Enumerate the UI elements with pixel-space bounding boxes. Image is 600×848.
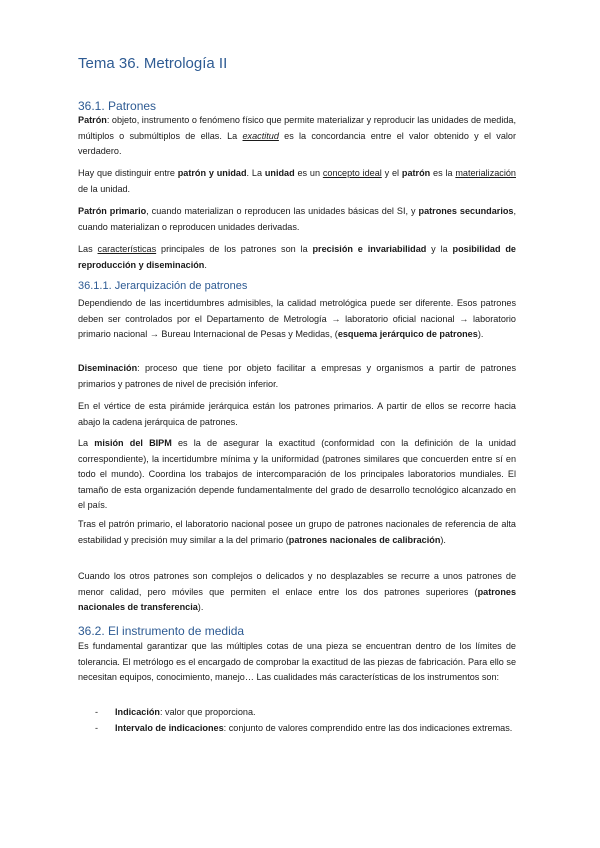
term: patrones secundarios [418,206,514,216]
paragraph-vertice [78,399,516,430]
paragraph-mision-bipm [78,436,516,514]
paragraph-patron-primario [78,204,516,235]
text: Es fundamental garantizar que las múltiples cotas de una pieza se encuentran dentro de los límites de tolerancia. El metrólogo es el encargado de comprobar la exactitud de las piezas de fabricación. Para ello se necesitan equipos, conocimiento, manejo… Las cualidades más características de los instrumentos son: [78,641,516,682]
text: y el [381,168,402,178]
text: . [204,259,207,270]
text: Tras el patrón primario, el laboratorio nacional posee un grupo de patrones nacionales de referencia de alta estabilidad y precisión muy similar a la del primario ( [78,519,516,545]
subsection-heading-jerarquizacion: 36.1.1. Jerarquización de patrones [78,280,248,292]
text: , cuando materializan o reproducen unidades derivadas. [78,206,516,232]
list-item [78,705,516,721]
term-exactitud: exactitud [242,130,279,141]
term: Patrón primario [78,206,147,216]
paragraph-diseminacion [78,361,516,392]
text: : objeto, instrumento o fenómeno físico que permite materializar y reproducir las unidades de medida, múltiplos o submúltiplos de ellas. La [78,115,516,141]
term: Patrón [78,115,107,125]
text: Cuando los otros patrones son complejos o delicados y no desplazables se recurre a unos patrones de menor calidad, pero móviles que permiten el enlace entre los dos patrones superiores ( [78,571,516,597]
term: precisión e invariabilidad [312,244,427,254]
text: ). [477,329,484,339]
bullet-dash: - [95,707,99,717]
paragraph-caracteristicas [78,242,516,273]
term: patrones nacionales de transferencia [78,586,516,612]
text: Hay que distinguir entre [78,168,178,178]
text: principales de los patrones son la [156,244,313,254]
paragraph-patron-unidad [78,166,516,197]
text: , cuando materializan o reproducen las unidades básicas del SI, y [146,206,419,216]
text: : conjunto de valores comprendido entre las dos indicaciones extremas. [223,722,513,733]
text: ). [440,534,446,545]
page-title: Tema 36. Metrología II [78,55,228,72]
paragraph-transferencia [78,569,516,616]
text: : valor que proporciona. [159,707,256,717]
text: es la de asegurar la exactitud (conformidad con la definición de la unidad correspondiente), la incertidumbre mínima y la uniformidad (patrones similares que concuerden entre sí en todo el mundo). Coordina los trabajos de intercomparación de los principales laboratorios mundiales. El tamaño de esta organización depende fundamentalmente del grado de desarrollo tecnológico alcanzado en el país. [78,438,516,510]
qualities-list [78,705,516,736]
term-underlined: materialización [455,168,516,178]
term: patrón y unidad [177,168,247,178]
term: Indicación [115,707,160,717]
text: Dependiendo de las incertidumbres admisibles, la calidad metrológica puede ser diferente. Esos patrones deben ser controlados por el Departamento de Metrología → laboratorio oficial nacional → laboratorio primario nacional → Bureau Internacional de Pesas y Medidas, ( [78,298,516,339]
term: misión del BIPM [94,438,172,448]
text: : proceso que tiene por objeto facilitar a empresas y organismos a partir de patrones primarios y patrones de nivel de precisión inferior. [78,363,516,389]
paragraph-patron-definition [78,113,516,160]
bullet-dash: - [95,722,99,733]
text: de la unidad. [78,183,131,194]
term-underlined: características [97,244,157,254]
text: es la [430,168,456,178]
term: posibilidad de reproducción y diseminación [78,244,516,270]
paragraph-laboratorio-nacional [78,517,516,548]
text: ). [197,602,204,612]
paragraph-jerarquizacion [78,296,516,343]
section-heading-patrones: 36.1. Patrones [78,99,157,113]
text: La [78,438,95,448]
section-heading-instrumento: 36.2. El instrumento de medida [78,624,245,638]
term: Intervalo de indicaciones [115,722,224,733]
paragraph-instrumento [78,639,516,686]
term: esquema jerárquico de patrones [337,329,478,339]
text: es la concordancia entre el valor obtenido y el valor verdadero. [78,130,516,156]
term: unidad [264,168,295,178]
term-underlined: concepto ideal [322,168,382,178]
list-item [78,721,516,737]
text: . La [246,168,265,178]
term: Diseminación [78,363,138,373]
term: patrones nacionales de calibración [288,534,441,545]
text: Las [78,244,98,254]
text: es un [294,168,323,178]
text: y la [426,244,453,254]
term: patrón [401,168,431,178]
text: En el vértice de esta pirámide jerárquica están los patrones primarios. A partir de ellos se recorre hacia abajo la cadena jerárquica de patrones. [78,401,516,427]
